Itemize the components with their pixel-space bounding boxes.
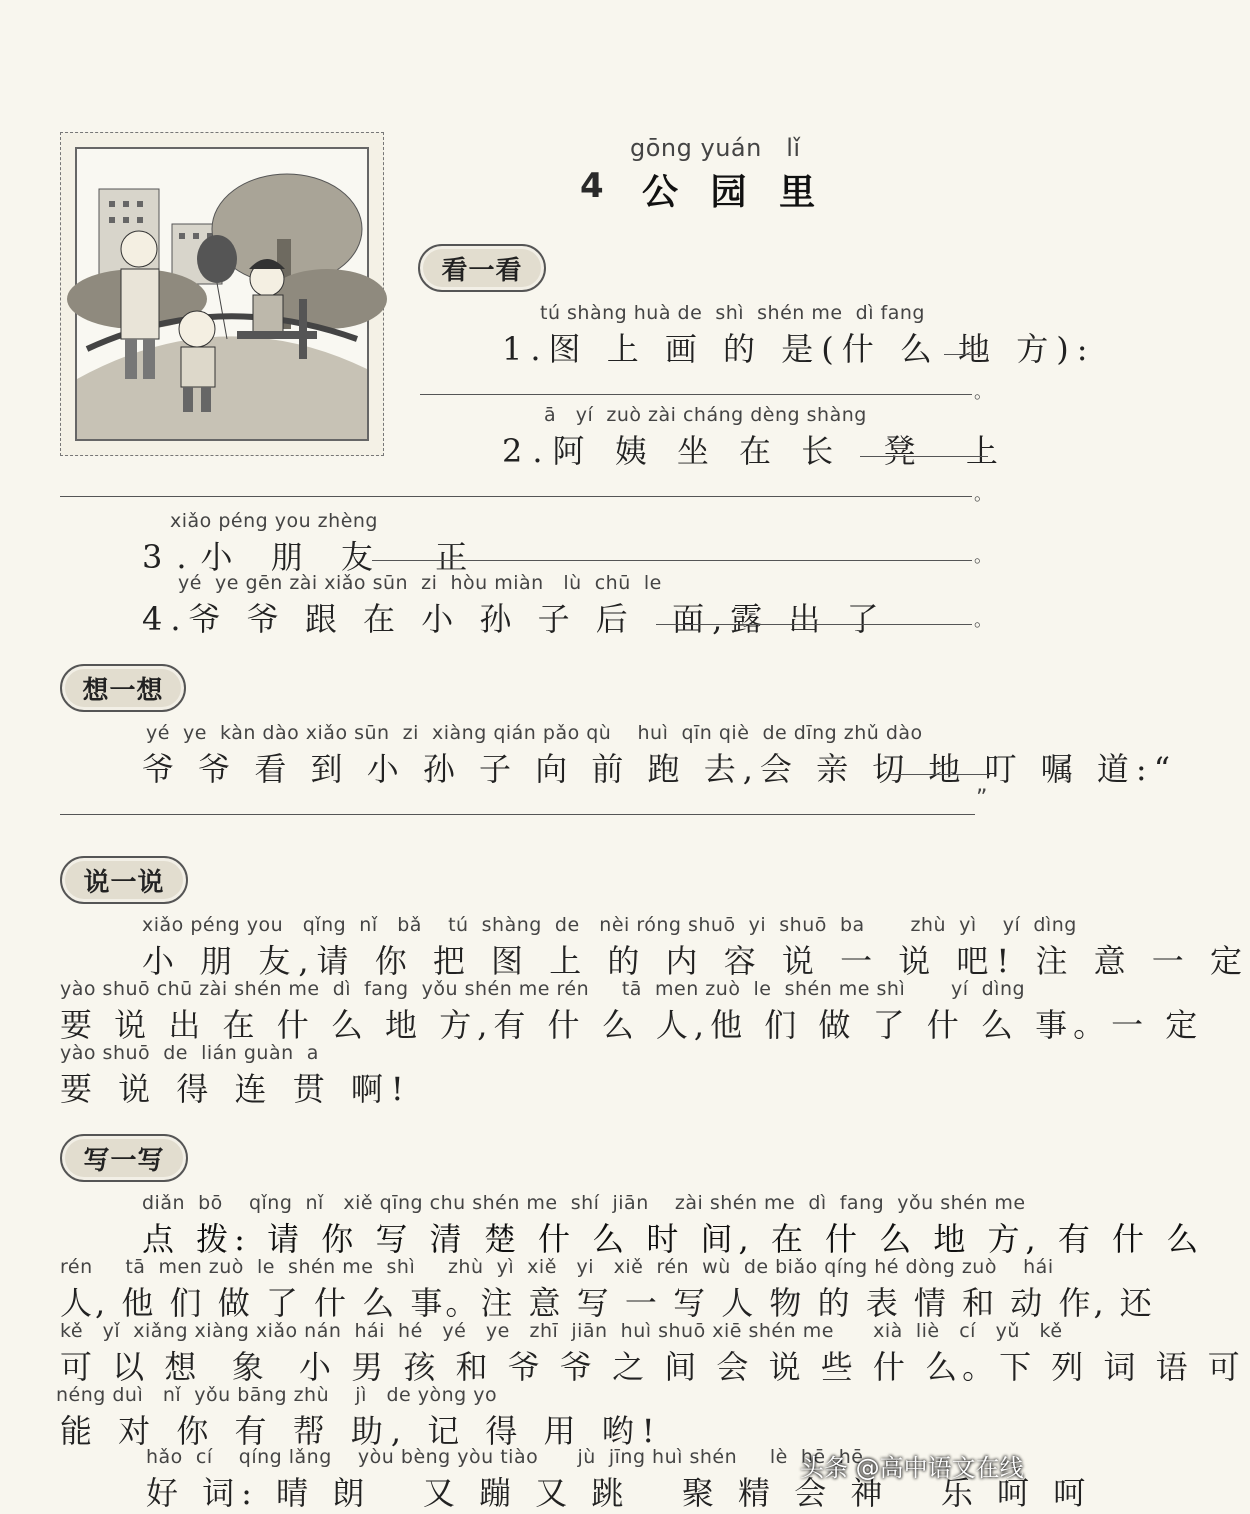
think-text: 爷 爷 看 到 小 孙 子 向 前 跑 去,会 亲 切 地 叮 嘱 道:“ bbox=[142, 750, 1178, 788]
say-line2-pinyin: yào shuō chū zài shén me dì fang yǒu shén me rén tā men zuò le shén me shì yí dìng bbox=[60, 978, 1026, 1000]
say-line3-text: 要 说 得 连 贯 啊! bbox=[60, 1070, 412, 1108]
look-q1-pinyin: tú shàng huà de shì shén me dì fang bbox=[540, 302, 925, 324]
write-line2-pinyin: rén tā men zuò le shén me shì zhù yì xiě yi xiě rén wù de biǎo qíng hé dòng zuò hái bbox=[60, 1256, 1054, 1278]
park-illustration bbox=[75, 147, 369, 441]
look-q1-answer-line-2[interactable] bbox=[420, 394, 972, 395]
think-answer-line-2[interactable] bbox=[60, 814, 975, 815]
park-scene-image bbox=[77, 149, 367, 439]
look-q4-pinyin: yé ye gēn zài xiǎo sūn zi hòu miàn lù chū le bbox=[178, 572, 662, 594]
look-q3-answer-line[interactable] bbox=[372, 560, 972, 561]
illustration-frame bbox=[60, 132, 384, 456]
watermark-text: 头条 @高中语文在线 bbox=[800, 1454, 1024, 1482]
look-q2-period: 。 bbox=[974, 484, 992, 505]
look-q1-period: 。 bbox=[974, 382, 992, 403]
look-q4-text: 4.爷 爷 跟 在 小 孙 子 后 面,露 出 了 bbox=[142, 600, 887, 638]
look-q2-text: 2.阿 姨 坐 在 长 凳 上 bbox=[502, 432, 1008, 470]
look-q1-text: 1.图 上 画 的 是(什 么 地 方): bbox=[502, 330, 1096, 368]
look-q2-pinyin: ā yí zuò zài cháng dèng shàng bbox=[544, 404, 867, 426]
think-close-quote: ” bbox=[976, 786, 988, 811]
think-pinyin: yé ye kàn dào xiǎo sūn zi xiàng qián pǎo qù huì qīn qiè de dīng zhǔ dào bbox=[146, 722, 923, 744]
write-line5-text: 好 词: 晴 朗 又 蹦 又 跳 聚 精 会 神 乐 呵 呵 bbox=[146, 1474, 1093, 1512]
look-q2-answer-line-1[interactable] bbox=[860, 456, 988, 457]
look-q4-period: 。 bbox=[974, 610, 992, 631]
look-q4-answer-line[interactable] bbox=[656, 624, 972, 625]
look-q1-answer-line-1[interactable] bbox=[944, 354, 988, 355]
section-say-badge: 说一说 bbox=[60, 856, 188, 904]
think-answer-line-1[interactable] bbox=[890, 774, 990, 775]
write-line1-pinyin: diǎn bō qǐng nǐ xiě qīng chu shén me shí jiān zài shén me dì fang yǒu shén me bbox=[142, 1192, 1026, 1214]
section-write-badge: 写一写 bbox=[60, 1134, 188, 1182]
write-line2-text: 人, 他 们 做 了 什 么 事。注 意 写 一 写 人 物 的 表 情 和 动 作, 还 bbox=[60, 1284, 1155, 1322]
say-line1-pinyin: xiǎo péng you qǐng nǐ bǎ tú shàng de nèi róng shuō yi shuō ba zhù yì yí dìng bbox=[142, 914, 1077, 936]
say-line2-text: 要 说 出 在 什 么 地 方,有 什 么 人,他 们 做 了 什 么 事。一 定 bbox=[60, 1006, 1204, 1044]
write-line5-pinyin: hǎo cí qíng lǎng yòu bèng yòu tiào jù jīng huì shén lè hē hē bbox=[146, 1446, 864, 1468]
look-q3-text: 3.小 朋 友 正 bbox=[142, 538, 482, 576]
say-line1-text: 小 朋 友,请 你 把 图 上 的 内 容 说 一 说 吧! 注 意 一 定 bbox=[142, 942, 1250, 980]
section-think-badge: 想一想 bbox=[60, 664, 186, 712]
write-line3-text: 可 以 想 象 小 男 孩 和 爷 爷 之 间 会 说 些 什 么。下 列 词 语 可 bbox=[60, 1348, 1245, 1386]
watermark bbox=[800, 1448, 1024, 1483]
write-line3-pinyin: kě yǐ xiǎng xiàng xiǎo nán hái hé yé ye zhī jiān huì shuō xiē shén me xià liè cí yǔ kě bbox=[60, 1320, 1063, 1342]
write-line1-text: 点 拨: 请 你 写 清 楚 什 么 时 间, 在 什 么 地 方, 有 什 么 bbox=[142, 1220, 1205, 1258]
section-look-badge: 看一看 bbox=[418, 244, 546, 292]
look-q2-answer-line-2[interactable] bbox=[60, 496, 972, 497]
title-pinyin: gōng yuán lǐ bbox=[630, 134, 801, 162]
look-q3-pinyin: xiǎo péng you zhèng bbox=[170, 510, 378, 532]
write-line4-text: 能 对 你 有 帮 助, 记 得 用 哟! bbox=[60, 1412, 663, 1450]
say-line3-pinyin: yào shuō de lián guàn a bbox=[60, 1042, 319, 1064]
look-q3-period: 。 bbox=[974, 546, 992, 567]
write-line4-pinyin: néng duì nǐ yǒu bāng zhù jì de yòng yo bbox=[56, 1384, 498, 1406]
lesson-number: 4 bbox=[580, 166, 604, 206]
lesson-title: 公 园 里 bbox=[642, 171, 826, 213]
